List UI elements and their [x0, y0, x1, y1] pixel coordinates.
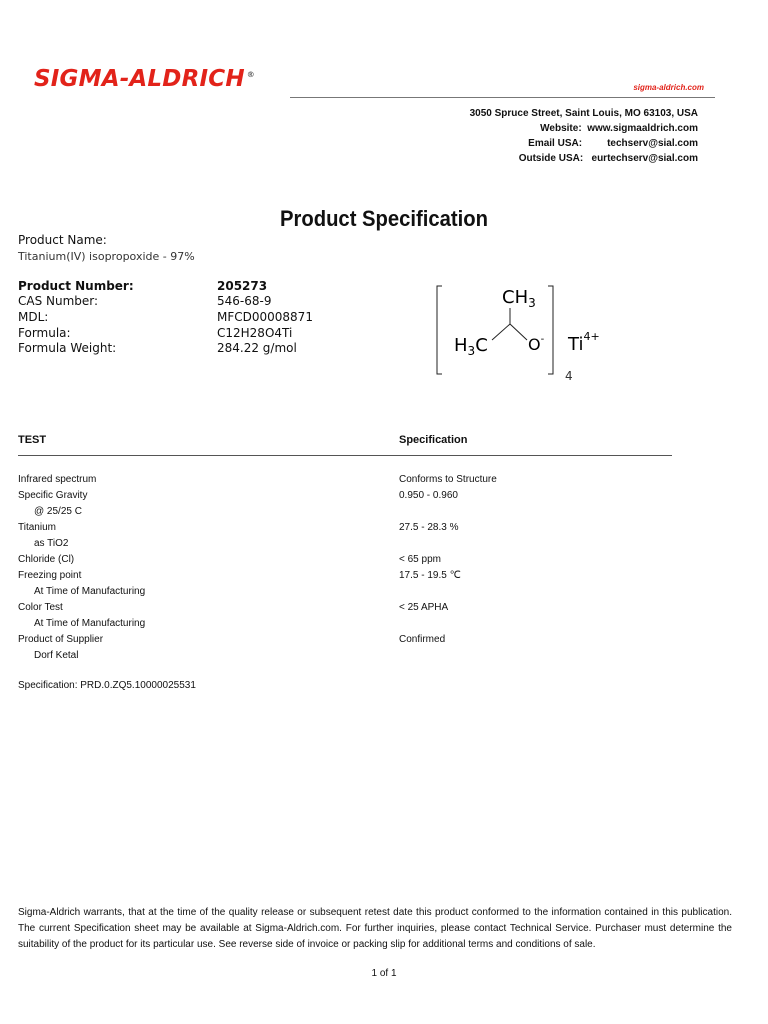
spec-column [399, 472, 699, 664]
test-column [18, 472, 378, 664]
cas-number-value: 546-68-9 [217, 294, 272, 308]
warranty-disclaimer: Sigma-Aldrich warrants, that at the time of the quality release or subsequent retest date this product conformed to the information contained in this publication. The current Specification sheet may be available at Sigma-Aldrich.com. For further inquiries, please contact Technical Service. Purchaser must determine the suitability of the product for its particular use. See reverse side of invoice or packing slip for additional terms and conditions of sale. [18, 907, 732, 950]
mdl-label: MDL: [18, 310, 49, 324]
page-title: Product Specification [279, 206, 489, 231]
h3c-label: $H_3C$ [454, 335, 488, 358]
spec-cell: 0.950 - 0.960 [399, 490, 458, 501]
table-row: Infrared spectrum [18, 474, 97, 485]
spec-cell: < 65 ppm [399, 554, 441, 565]
table-row: as TiO2 [34, 538, 69, 549]
table-row: @ 25/25 C [34, 506, 82, 517]
spec-cell: < 25 APHA [399, 602, 449, 613]
table-row: At Time of Manufacturing [34, 586, 146, 597]
bond-right [510, 324, 527, 340]
contact-email-usa: Email USA: techserv@sial.com [528, 138, 698, 149]
table-row: Color Test [18, 602, 63, 613]
left-bracket [437, 286, 442, 374]
table-row: Specific Gravity [18, 490, 88, 501]
formula-weight-value: 284.22 g/mol [217, 341, 297, 355]
table-row: Product of Supplier [18, 634, 104, 645]
cas-number-label: CAS Number: [18, 294, 99, 308]
column-header-test: TEST [18, 434, 47, 446]
contact-website: Website: www.sigmaaldrich.com [540, 123, 698, 134]
titanium-label: $Ti^{4+}$ [568, 330, 600, 355]
spec-cell: 27.5 - 28.3 % [399, 522, 459, 533]
right-bracket [548, 286, 553, 374]
company-address: 3050 Spruce Street, Saint Louis, MO 63103, USA [469, 108, 698, 119]
spec-cell [399, 584, 699, 600]
website-link[interactable]: sigma-aldrich.com [633, 83, 704, 92]
table-row: At Time of Manufacturing [34, 618, 146, 629]
table-row: Chloride (Cl) [18, 554, 75, 565]
bracket-subscript: 4 [565, 369, 573, 383]
brand-logo: SIGMA-ALDRICH ® [34, 66, 255, 92]
spec-cell: Confirmed [399, 634, 446, 645]
formula-weight-label: Formula Weight: [18, 341, 117, 355]
spec-cell: Conforms to Structure [399, 474, 497, 485]
page-number: 1 of 1 [371, 968, 397, 979]
product-number-value: 205273 [217, 279, 268, 293]
spec-cell: 17.5 - 19.5 ℃ [399, 570, 461, 581]
ch3-label: $CH_3$ [502, 287, 536, 310]
table-row: Dorf Ketal [34, 650, 79, 661]
formula-value: C12H28O4Ti [217, 326, 293, 340]
product-name-value: Titanium(IV) isopropoxide - 97% [18, 250, 195, 263]
product-name-label: Product Name: [18, 233, 107, 247]
table-row: Titanium [18, 522, 56, 533]
spec-cell [399, 616, 699, 632]
bond-left [492, 324, 510, 340]
chemical-structure [430, 278, 620, 388]
mdl-value: MFCD00008871 [217, 310, 313, 324]
spec-cell [399, 504, 699, 520]
oxygen-label: O- [528, 334, 545, 354]
header-divider [290, 97, 715, 98]
table-header-divider [18, 455, 672, 456]
specification-reference: Specification: PRD.0.ZQ5.10000025531 [18, 680, 196, 691]
contact-outside-usa: Outside USA: eurtechserv@sial.com [518, 153, 698, 164]
table-row: Freezing point [18, 570, 82, 581]
product-number-label: Product Number: [18, 279, 134, 293]
spec-cell [399, 536, 699, 552]
formula-label: Formula: [18, 326, 71, 340]
column-header-specification: Specification [399, 434, 468, 446]
spec-cell [399, 648, 699, 664]
